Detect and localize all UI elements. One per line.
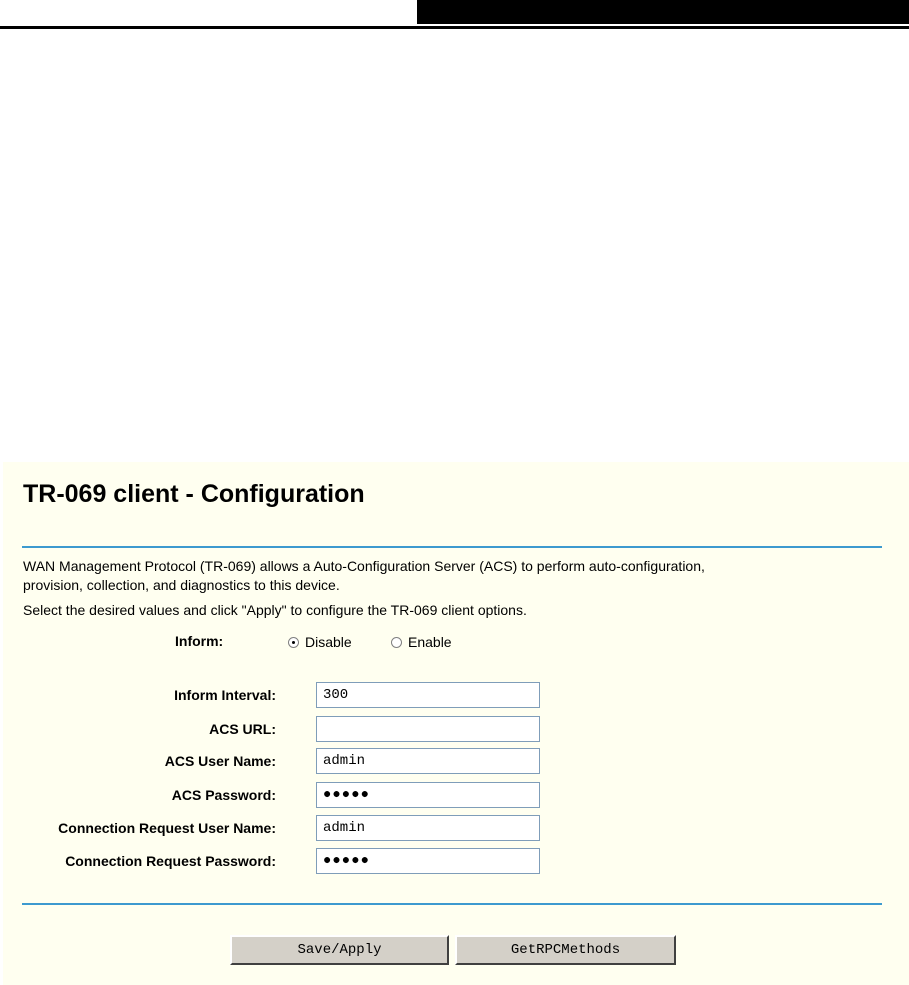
acs-username-label: ACS User Name:	[164, 753, 276, 769]
inform-interval-label: Inform Interval:	[174, 687, 276, 703]
description-line-1: WAN Management Protocol (TR-069) allows a Auto-Configuration Server (ACS) to perform auto-configuration,	[23, 558, 705, 574]
save-apply-button[interactable]: Save/Apply	[230, 935, 449, 965]
inform-enable-radio[interactable]	[391, 637, 402, 648]
inform-enable-label: Enable	[408, 634, 452, 650]
divider-bottom	[22, 903, 882, 905]
inform-interval-input[interactable]: 300	[316, 682, 540, 708]
header-bar	[417, 0, 909, 24]
conn-request-password-label: Connection Request Password:	[65, 853, 276, 869]
inform-disable-label: Disable	[305, 634, 352, 650]
page-title: TR-069 client - Configuration	[23, 480, 365, 508]
inform-enable-option[interactable]	[391, 634, 452, 650]
divider-top	[22, 546, 882, 548]
conn-request-username-label: Connection Request User Name:	[58, 820, 276, 836]
inform-disable-option[interactable]	[288, 634, 352, 650]
acs-username-input[interactable]: admin	[316, 748, 540, 774]
inform-label: Inform:	[175, 633, 224, 649]
conn-request-password-input[interactable]: ●●●●●	[316, 848, 540, 874]
acs-url-label: ACS URL:	[209, 721, 276, 737]
conn-request-username-input[interactable]: admin	[316, 815, 540, 841]
acs-password-label: ACS Password:	[171, 787, 276, 803]
acs-password-input[interactable]: ●●●●●	[316, 782, 540, 808]
inform-disable-radio[interactable]	[288, 637, 299, 648]
instruction-text: Select the desired values and click "Apply" to configure the TR-069 client options.	[23, 602, 527, 618]
get-rpc-methods-button[interactable]: GetRPCMethods	[455, 935, 676, 965]
header-rule	[0, 26, 909, 29]
description-line-2: provision, collection, and diagnostics to this device.	[23, 577, 340, 593]
acs-url-input[interactable]	[316, 716, 540, 742]
